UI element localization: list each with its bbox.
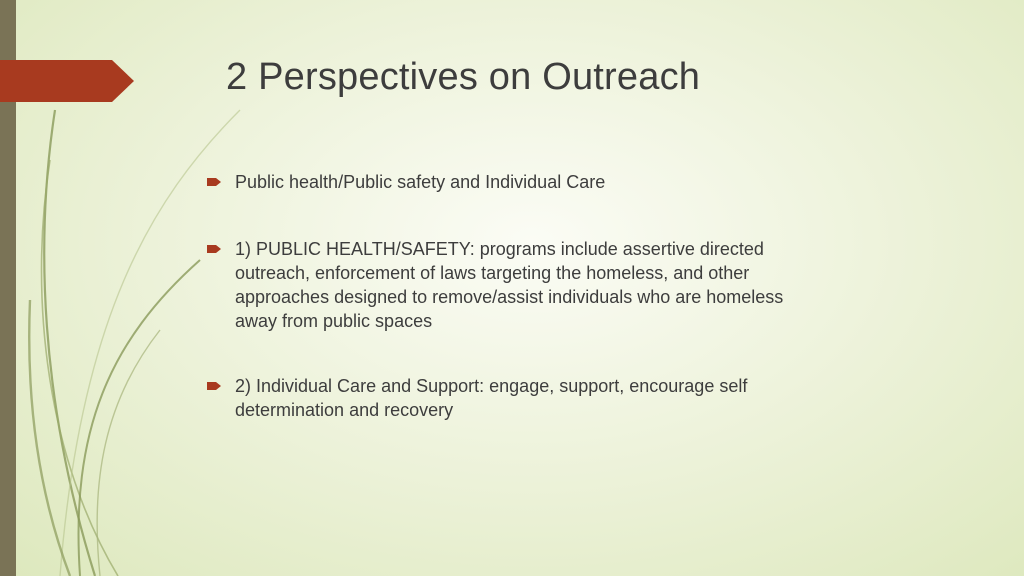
bullet-item: [207, 237, 807, 333]
bullet-item: [207, 170, 605, 194]
slide-title: 2 Perspectives on Outreach: [226, 56, 701, 98]
bullet-text: Public health/Public safety and Individual Care: [235, 172, 606, 192]
bullet-text: 2) Individual Care and Support: engage, support, encourage self determination and recovery: [235, 376, 748, 420]
bullet-text: 1) PUBLIC HEALTH/SAFETY: programs include assertive directed outreach, enforcement of laws targeting the homeless, and other approaches designed to remove/assist individuals who are homeless away from public spaces: [235, 239, 784, 331]
title-arrow-banner: [0, 60, 134, 102]
bullet-item: [207, 374, 807, 422]
arrow-bullet-icon: [207, 177, 221, 187]
arrow-bullet-icon: [207, 244, 221, 254]
arrow-bullet-icon: [207, 381, 221, 391]
